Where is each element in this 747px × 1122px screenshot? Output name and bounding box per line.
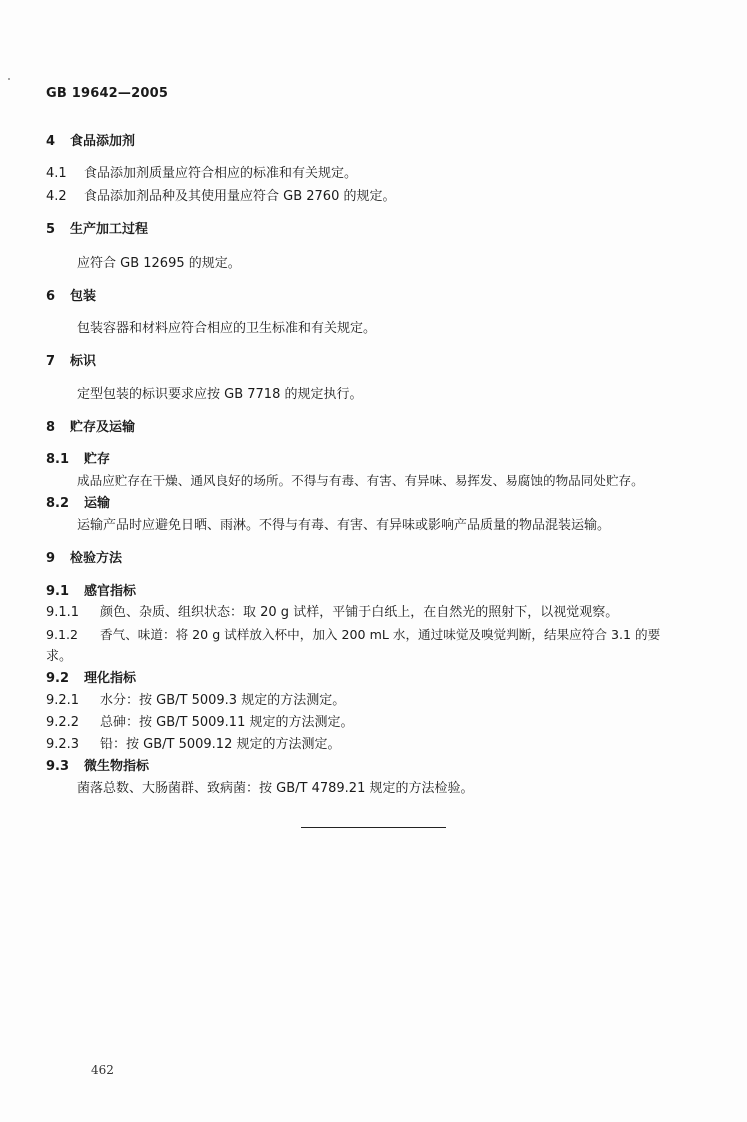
clause-8-1-text: 成品应贮存在干燥、通风良好的场所。不得与有毒、有害、有异味、易挥发、易腐蚀的物品同处贮存。 xyxy=(77,473,644,488)
section-7-heading xyxy=(46,354,96,370)
clause-8-2-text: 运输产品时应避免日晒、雨淋。不得与有毒、有害、有异味或影响产品质量的物品混装运输。 xyxy=(77,518,611,533)
clause-number: 9.2.1 xyxy=(46,693,80,708)
clause-number: 8.1 xyxy=(46,452,70,467)
clause-9-2-heading xyxy=(46,671,136,687)
section-number: 4 xyxy=(46,134,56,149)
clause-title: 理化指标 xyxy=(84,671,137,686)
clause-text: 铅：按 GB/T 5009.12 规定的方法测定。 xyxy=(100,737,341,752)
clause-number: 9.1.2 xyxy=(46,627,79,642)
section-number: 9 xyxy=(46,551,56,566)
section-5-text: 应符合 GB 12695 的规定。 xyxy=(77,256,241,271)
document-id: GB 19642—2005 xyxy=(46,86,169,101)
clause-9-1-2 xyxy=(46,627,660,643)
scan-speck xyxy=(8,78,10,80)
clause-4-1 xyxy=(46,166,357,182)
page-number: 462 xyxy=(91,1063,114,1077)
clause-9-1-2-continued: 求。 xyxy=(46,649,73,664)
section-title: 检验方法 xyxy=(70,551,123,566)
section-number: 7 xyxy=(46,354,56,369)
clause-number: 4.2 xyxy=(46,189,67,204)
clause-title: 微生物指标 xyxy=(84,759,150,774)
clause-number: 9.1.1 xyxy=(46,605,80,620)
clause-9-3-text: 菌落总数、大肠菌群、致病菌：按 GB/T 4789.21 规定的方法检验。 xyxy=(77,781,474,796)
clause-9-3-heading xyxy=(46,759,149,775)
section-number: 8 xyxy=(46,420,56,435)
clause-title: 感官指标 xyxy=(84,584,137,599)
clause-title: 贮存 xyxy=(84,452,111,467)
clause-text: 水分：按 GB/T 5009.3 规定的方法测定。 xyxy=(100,693,346,708)
section-title: 贮存及运输 xyxy=(70,420,136,435)
clause-9-1-heading xyxy=(46,584,136,600)
section-7-text: 定型包装的标识要求应按 GB 7718 的规定执行。 xyxy=(77,387,363,402)
section-title: 标识 xyxy=(70,354,97,369)
clause-number: 9.2.2 xyxy=(46,715,80,730)
clause-number: 4.1 xyxy=(46,166,67,181)
section-title: 生产加工过程 xyxy=(70,222,149,237)
clause-text: 食品添加剂质量应符合相应的标准和有关规定。 xyxy=(84,166,358,181)
clause-number: 9.1 xyxy=(46,584,70,599)
clause-text: 颜色、杂质、组织状态：取 20 g 试样，平铺于白纸上，在自然光的照射下，以视觉观察。 xyxy=(100,605,619,620)
section-9-heading xyxy=(46,551,122,567)
clause-number: 9.2 xyxy=(46,671,70,686)
clause-text: 总砷：按 GB/T 5009.11 规定的方法测定。 xyxy=(100,715,354,730)
clause-number: 9.3 xyxy=(46,759,70,774)
section-number: 5 xyxy=(46,222,56,237)
clause-9-1-1 xyxy=(46,605,618,621)
clause-9-2-3 xyxy=(46,737,340,753)
section-6-text: 包装容器和材料应符合相应的卫生标准和有关规定。 xyxy=(77,321,377,336)
clause-4-2 xyxy=(46,189,395,205)
clause-title: 运输 xyxy=(84,496,111,511)
section-5-heading xyxy=(46,222,148,238)
clause-number: 9.2.3 xyxy=(46,737,80,752)
clause-text: 食品添加剂品种及其使用量应符合 GB 2760 的规定。 xyxy=(84,189,396,204)
section-number: 6 xyxy=(46,289,56,304)
end-rule xyxy=(301,827,446,828)
section-6-heading xyxy=(46,289,96,305)
clause-8-2-heading xyxy=(46,496,110,512)
clause-text: 香气、味道：将 20 g 试样放入杯中，加入 200 mL 水，通过味觉及嗅觉判断，结果应符合 3.1 的要 xyxy=(100,627,661,642)
clause-number: 8.2 xyxy=(46,496,70,511)
clause-9-2-1 xyxy=(46,693,345,709)
section-4-heading xyxy=(46,134,135,150)
section-title: 包装 xyxy=(70,289,97,304)
clause-8-1-heading xyxy=(46,452,110,468)
section-8-heading xyxy=(46,420,135,436)
section-title: 食品添加剂 xyxy=(70,134,136,149)
clause-9-2-2 xyxy=(46,715,353,731)
